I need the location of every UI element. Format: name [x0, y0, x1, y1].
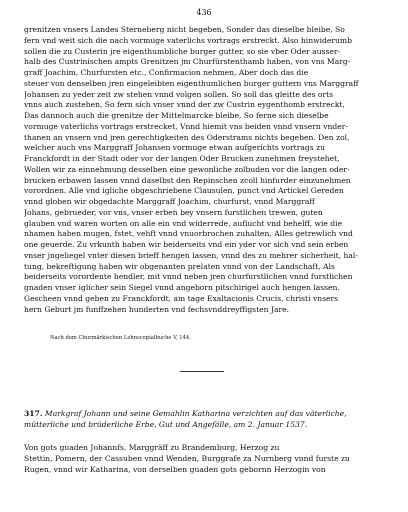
text-line: fern vnd weit sich die nach vormuge vaterlichs vortrags erstreckt. Also hinwiderumb	[24, 35, 352, 45]
text-line: beiderseits vorordente hendler, mit vnnd neben jren churfurstlichen vnnd furstlichen	[24, 272, 353, 282]
text-line: Stettin, Pomern, der Cassuben vnnd Wenden, Burggrafe za Nurnberg vnnd furste zu	[24, 453, 350, 463]
text-line: sollen die zu Custerin jre eigenthumbliche burger gutter, so sie vber Oder ausser-	[24, 46, 341, 56]
text-line: vnser jngeliegel vnter diesen brieff hengen lassen, vnnd des zu mehrer sicherheit, hal-	[24, 250, 358, 260]
text-line: one geuerde. Zu vrkunth haben wir beiderseits vnd ein yder vor sich vnd sein erben	[24, 240, 349, 249]
text-line: grenitzen vnsers Landes Sterneberg nicht begeben, Sonder das dieselbe bleibe, So	[24, 25, 345, 34]
document-opening	[24, 443, 384, 475]
text-line: Johansen zu yeder zeit zw stehen vnnd volgen sollen. So soll das gleitte des orts	[24, 89, 334, 99]
text-line: hern Geburt jm funffzehen hunderten vnd fechsvnddreyffigsten Jare.	[24, 304, 290, 314]
page-number: 436	[196, 8, 212, 17]
text-line: steuer von denselben jren eingeleibten eigenthumlichen burger guttern vns Marggraff	[24, 78, 359, 88]
text-line: welcher auch vns Marggraff Johansen vormuge etwan aufgerichts vortrags zu	[24, 143, 325, 153]
section-divider	[180, 371, 224, 372]
text-line: glauben vnd waren worten on alle ein vnd widerrede, auflucht vnd behelff, wie die	[24, 218, 343, 228]
text-line: Wollen wir za einnehmung desselben eine gewonliche zolbuden vor die langen oder-	[24, 164, 350, 174]
text-line: vnnd globen wir obgedachte Marggraff Joachim, churfurst, vnnd Marggraff	[24, 197, 315, 206]
text-line: vorordnen. Alle vnd igliche obgeschriebene Clausulen, punct vnd Artickel Gereden	[24, 186, 344, 196]
text-line: Das dannoch auch die grenitze der Mittelmarcke bleibe, So ferne sich dieselbe	[24, 111, 329, 120]
text-line: Gescheen vnnd geben zu Franckfordt, am tage Exaltacionis Crucis, christi vnsers	[24, 293, 339, 303]
document-number: 317.	[24, 409, 43, 418]
text-line: graff Joachim, Churfursten etc., Confirmacion nehmen, Aber doch das die	[24, 68, 309, 77]
text-line: brucken erbawen lassen vnnd daselbst den Repinschen zcoll hinfurder einzunehmen	[24, 175, 351, 185]
source-footnote: Nach dem Churmärkischen Lehnscopialbuche V, 144.	[50, 335, 191, 341]
text-line: Johans, gebrueder, vor vns, vnser erben bey vnsern furstlichen trewen, guten	[24, 207, 323, 217]
text-line: gnaden vnser iglicher sein Siegel vnnd angeborn pitschirigel auch hengen lassen.	[24, 283, 340, 292]
text-line: tung, bekreftigung haben wir obgenanten prelaten vnnd von der Landschaft, Als	[24, 261, 335, 271]
document-heading	[24, 408, 384, 430]
text-line: Rugen, vnnd wir Katharina, von derselben guaden gots gebornn Herzogin von	[24, 464, 326, 474]
document-body	[24, 25, 382, 315]
document-summary: Markgraf Johann und seine Gemahlin Katharina verzichten auf das väterliche, mütterliche und brüderliche Erbe, Gut und Angefälle, am 2. Januar 1537.	[24, 409, 347, 429]
text-line: Franckfordt in der Stadt oder vor der langen Oder Brucken zunehmen freystehet,	[24, 154, 340, 163]
text-line: vormuge vaterlichs vortrags erstrecket, Vnnd hiemit vns beiden vnnd vnsern vnder-	[24, 121, 348, 131]
text-line: Von gots guaden Johannfs, Marggräff zu Brandemburg, Herzog zu	[24, 443, 280, 452]
text-line: nhamen haben mugen, fstet, vehft vnnd vnuorbrochen zuhalten, Alles getrewlich vnd	[24, 229, 353, 239]
text-line: halb des Custrinischen ampts Grenitzen jm Churfürstenthamb haben, von vns Marg-	[24, 57, 351, 67]
text-line: thanen an vnsern vnd jren gerechtigkeiten des Oderstrams nichts begeben. Den zol,	[24, 132, 350, 142]
text-line: vnns auch zustehen, So fern sich vnser vnnd der zw Custrin eygenthomb erstreckt,	[24, 100, 345, 110]
